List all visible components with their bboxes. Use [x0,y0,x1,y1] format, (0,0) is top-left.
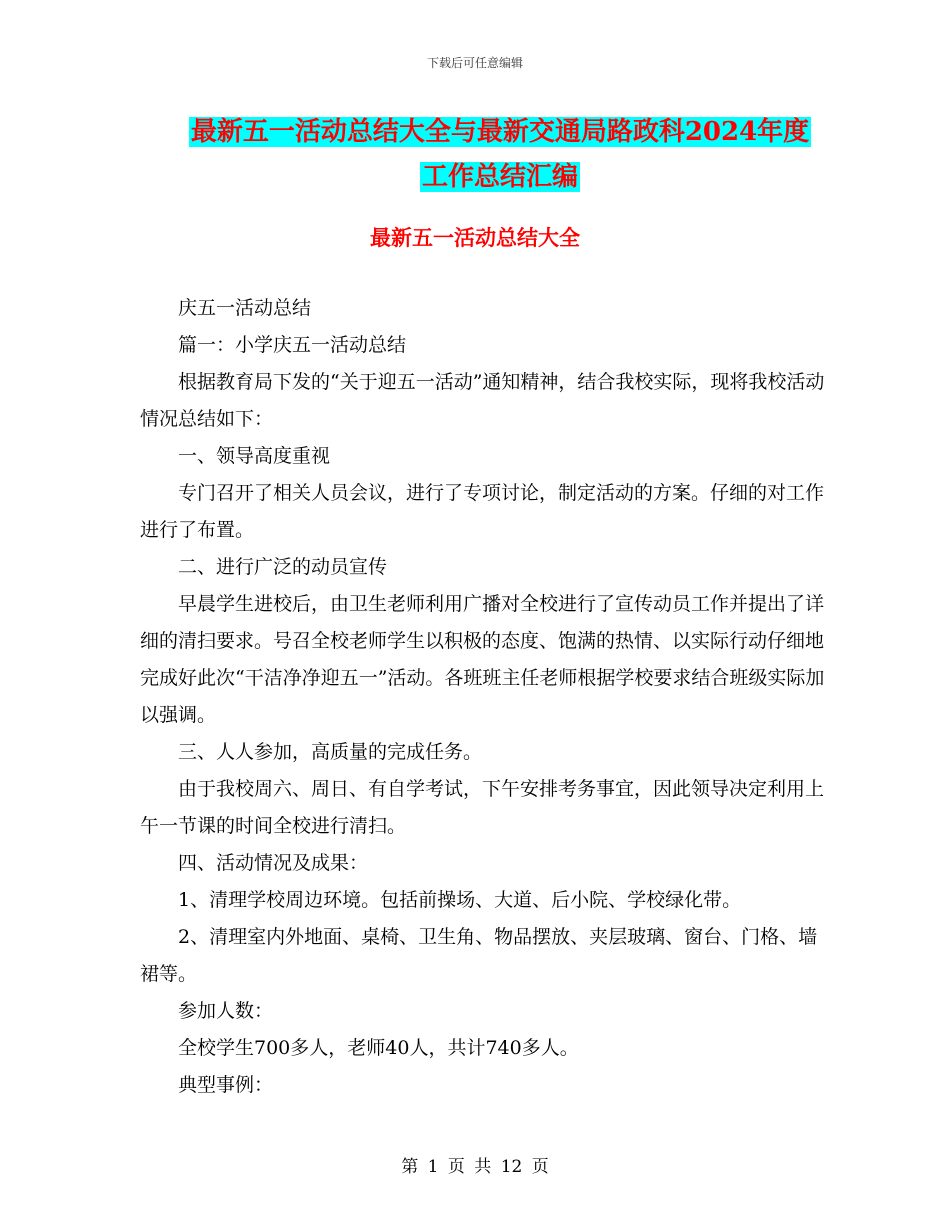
section-title: 最新五一活动总结大全 [370,225,580,250]
paragraph: 1、清理学校周边环境。包括前操场、大道、后小院、学校绿化带。 [178,889,742,911]
paragraph: 根据教育局下发的“关于迎五一活动”通知精神，结合我校实际，现将我校活动情况总结如下： [140,371,825,430]
paragraph: 庆五一活动总结 [178,297,312,319]
paragraph: 全校学生700多人，老师40人，共计740多人。 [178,1037,579,1059]
paragraph: 四、活动情况及成果： [178,852,369,874]
paragraph: 2、清理室内外地面、桌椅、卫生角、物品摆放、夹层玻璃、窗台、门格、墙裙等。 [140,926,818,985]
paragraph: 参加人数： [178,1000,274,1022]
paragraph: 一、领导高度重视 [178,445,331,467]
header-note: 下载后可任意编辑 [426,56,523,70]
document-title [120,110,880,200]
document-body [140,290,830,1104]
page-footer: 第 1 页 共 12 页 [401,1157,549,1177]
document-title-line-2: 工作总结汇编 [421,162,578,192]
paragraph: 早晨学生进校后，由卫生老师利用广播对全校进行了宣传动员工作并提出了详细的清扫要求。号召全校老师学生以积极的态度、饱满的热情、以实际行动仔细地完成好此次“干洁净净迎五一”活动。各班班主任老师根据学校要求结合班级实际加以强调。 [140,593,825,726]
paragraph: 二、进行广泛的动员宣传 [178,556,388,578]
paragraph: 由于我校周六、周日、有自学考试，下午安排考务事宜，因此领导决定利用上午一节课的时间全校进行清扫。 [140,778,825,837]
paragraph: 专门召开了相关人员会议，进行了专项讨论，制定活动的方案。仔细的对工作进行了布置。 [140,482,825,541]
paragraph: 典型事例： [178,1074,274,1096]
paragraph: 篇一：小学庆五一活动总结 [178,334,407,356]
paragraph: 三、人人参加，高质量的完成任务。 [178,741,483,763]
document-title-line-1: 最新五一活动总结大全与最新交通局路政科2024年度 [190,117,810,147]
